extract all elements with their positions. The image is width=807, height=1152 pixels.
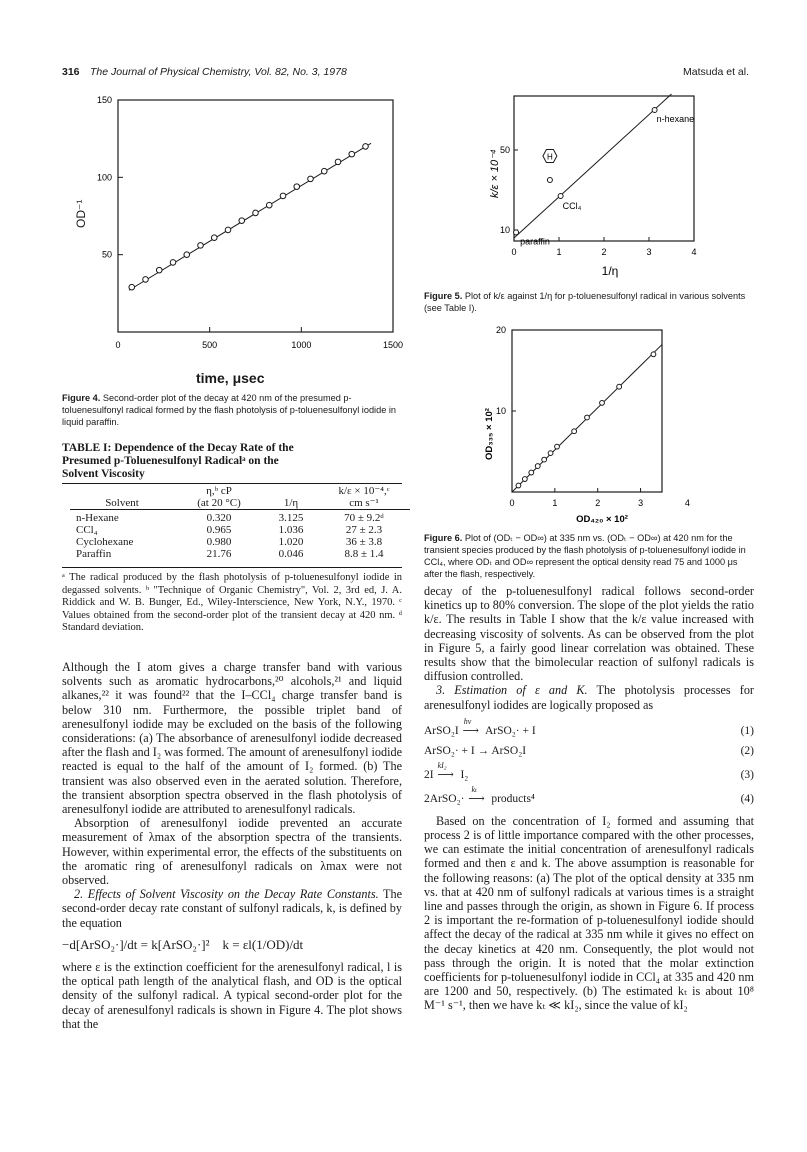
reaction-lhs: 2I — [424, 768, 434, 781]
figure-4-caption — [62, 392, 402, 428]
paragraph: Based on the concentration of I₂ formed and assuming that process 2 is of little importance compared with the other processes, we can estimate the initial concentration of arenesulfonyl radicals formed and then ε and k. The above assumption is reasonable for the following reasons: (a) The plot of the optical density at 335 nm vs. that at 420 nm of sulfonyl radicals at various times is a straight line and passes through the origin, as shown in Figure 6. If process 2 is important the re-formation of p-toluenesulfonyl iodide should affect the decay of the radical at 335 nm while it gives no effect on the decay kinetics at 420 nm. Consequently, the plot would not pass through the origin. It is noted that the molar extinction coefficients for p-toluenesulfonyl iodide in CCl₄ at 335 and 420 nm are 1200 and 50, respectively. (b) The estimated kₜ is about 10⁸ M⁻¹ s⁻¹, then we have kₜ ≪ kI₂, since the value of kI₂ — [424, 813, 754, 1013]
rate-equation: −d[ArSO₂·]/dt = k[ArSO₂·]² k = εl(1/OD)/dt — [62, 936, 304, 952]
x-tick-label: 3 — [646, 247, 652, 257]
equation-number: (4) — [740, 792, 754, 805]
data-point — [321, 168, 327, 174]
data-point — [600, 401, 605, 406]
x-tick-label: 4 — [684, 498, 690, 508]
left-column-text — [62, 660, 402, 1031]
journal-title: The Journal of Physical Chemistry, Vol. 82, No. 3, 1978 — [90, 66, 347, 78]
section-heading: 2. Effects of Solvent Viscosity on the Decay Rate Constants. — [74, 887, 379, 902]
y-tick-label: 100 — [96, 172, 112, 183]
table-cell: 1.020 — [278, 536, 304, 548]
data-point — [651, 352, 656, 357]
caption-text: Second-order plot of the decay at 420 nm of the presumed p-toluenesulfonyl radical formed by the flash photolysis of p-toluenesulfonyl iodide in liquid paraffin. — [62, 393, 397, 427]
figure-5-caption — [424, 290, 754, 314]
reaction-arrow-label: kI₂ — [437, 760, 447, 770]
x-tick-label: 2 — [601, 247, 607, 257]
caption-text: Plot of k/ε against 1/η for p-toluenesulfonyl radical in various solvents (see Table I). — [424, 291, 746, 313]
table-header: 1/η — [283, 497, 299, 509]
data-point — [335, 159, 341, 165]
data-point — [129, 284, 135, 290]
table-cell: Paraffin — [76, 548, 112, 560]
data-point — [542, 457, 547, 462]
table-cell: 0.965 — [206, 524, 232, 536]
table-cell: 21.76 — [206, 548, 232, 560]
y-tick-label: 10 — [499, 225, 510, 235]
y-tick-label: 10 — [495, 406, 506, 416]
reaction-lhs: ArSO₂· + I → — [424, 744, 490, 757]
table-header: (at 20 °C) — [197, 497, 241, 509]
paragraph — [424, 683, 754, 711]
table-header: η,ᵇ cP — [206, 485, 232, 497]
data-point — [522, 477, 527, 482]
table-cell: 1.036 — [278, 524, 304, 536]
fig4-xlabel: time, μsec — [196, 370, 265, 386]
figure-6-caption — [424, 532, 754, 580]
table-cell: n-Hexane — [76, 512, 119, 524]
table-title-line-2: Presumed p-Toluenesulfonyl Radicalᵃ on the — [62, 455, 279, 467]
x-tick-label: 1000 — [291, 340, 312, 350]
table-cell: Cyclohexane — [76, 536, 134, 548]
table-cell: 0.046 — [278, 548, 304, 560]
data-point — [184, 252, 190, 258]
y-tick-label: 20 — [495, 325, 506, 335]
table-rule-top — [62, 483, 402, 484]
x-tick-label: 2 — [595, 498, 601, 508]
table-cell: 3.125 — [278, 512, 304, 524]
paragraph: Absorption of arenesulfonyl iodide prevented an accurate measurement of λmax of the absorption spectra of the transients. However, within experimental error, the effects of the substituents on the aromatic ring of arenesulfonyl radicals on λmax were not observed. — [62, 816, 402, 888]
data-point — [211, 235, 217, 241]
data-point — [516, 483, 521, 488]
data-point — [294, 184, 300, 190]
data-point — [617, 384, 622, 389]
table-header — [70, 485, 174, 497]
reaction-lhs: ArSO₂I — [424, 724, 459, 737]
fig4-ylabel: OD⁻¹ — [74, 199, 88, 228]
table-header-row-bottom — [70, 497, 410, 510]
table-row — [70, 512, 410, 524]
point-label: CCl₄ — [562, 201, 582, 211]
data-point — [555, 444, 560, 449]
table-row — [70, 524, 410, 536]
plot-frame — [512, 330, 662, 492]
table-row — [70, 536, 410, 548]
page-number: 316 — [62, 66, 80, 78]
reaction-rhs: ArSO₂I — [491, 744, 527, 757]
data-point — [170, 260, 176, 266]
reaction-rhs: products⁴ — [491, 792, 535, 805]
point-label: n-hexane — [656, 114, 695, 124]
running-authors: Matsuda et al. — [683, 66, 749, 78]
x-tick-label: 0 — [511, 247, 517, 257]
fig5-xlabel: 1/η — [601, 264, 619, 278]
data-point — [198, 243, 204, 249]
data-point — [535, 464, 540, 469]
data-point — [239, 218, 245, 224]
x-tick-label: 4 — [691, 247, 697, 257]
paragraph: Although the I atom gives a charge transfer band with various solvents such as aromatic hydrocarbons,²⁰ alcohols,²¹ and liquid alkanes,²² it was found²² that the I–CCl₄ charge transfer band is below 310 nm. Furthermore, the possible triplet band of arenesulfonyl iodide may be excluded on the basis of the following considerations: (a) The absorbance of arenesulfonyl iodide decreased after the flash and I₂ was formed. The amount of arenesulfonyl iodide reacted is equal to the half of the amount of I₂ formed. (b) The transient was also observed even in the aerated solution. Therefore, the transient absorption spectra observed in the flash photolysis of arenesulfonyl iodide are attributed to arenesulfonyl radicals. — [62, 660, 402, 817]
fit-line — [514, 94, 672, 238]
table-cell: CCl₄ — [76, 524, 98, 536]
data-point — [547, 178, 552, 183]
table-header: cm s⁻¹ — [349, 497, 379, 509]
reaction-rhs: ArSO₂· + I — [484, 724, 536, 737]
table-header — [264, 485, 318, 497]
table-cell: 0.320 — [206, 512, 232, 524]
figure-5-chart — [489, 88, 702, 278]
table-footnote: ᵃ The radical produced by the flash photolysis of p-toluenesulfonyl iodide in degassed solvents. ᵇ "Technique of Organic Chemistry", Vol. 2, 3rd ed, J. A. Riddick and W. B. Bunger, Ed., Wiley-Interscience, New York, N.Y., 1970. ᶜ Values obtained from the second-order plot of the transient decay at 420 nm. ᵈ Standard deviation. — [62, 572, 402, 633]
fit-line — [129, 143, 371, 290]
data-point — [572, 429, 577, 434]
data-point — [585, 415, 590, 420]
table-cell: 0.980 — [206, 536, 232, 548]
table-title-line-1: TABLE I: Dependence of the Decay Rate of the — [62, 442, 294, 454]
table-cell: 36 ± 3.8 — [345, 536, 383, 548]
x-tick-label: 1 — [552, 498, 558, 508]
reaction-lhs: 2ArSO₂· — [424, 792, 465, 805]
data-point — [349, 151, 355, 157]
data-point — [156, 267, 162, 273]
x-tick-label: 1500 — [382, 340, 404, 350]
data-point — [308, 176, 314, 182]
table-cell: 27 ± 2.3 — [345, 524, 383, 536]
data-point — [280, 193, 286, 199]
caption-label: Figure 4. — [62, 393, 101, 403]
equation-number: (2) — [740, 744, 754, 757]
point-label: H — [547, 152, 553, 162]
data-point — [143, 277, 149, 283]
equation-number: (3) — [740, 768, 754, 781]
reaction-2 — [424, 738, 754, 758]
table-1 — [70, 485, 410, 560]
equation-number: (1) — [740, 724, 754, 737]
data-point — [253, 210, 259, 216]
fig6-xlabel: OD₄₂₀ × 10² — [576, 514, 628, 525]
table-header: Solvent — [105, 497, 139, 509]
table-header-row-top — [70, 485, 410, 497]
data-point — [266, 202, 272, 208]
y-tick-label: 50 — [499, 145, 510, 155]
reaction-rhs: I₂ — [460, 768, 469, 781]
table-row — [70, 548, 410, 560]
data-point — [225, 227, 231, 233]
reaction-4: 2ArSO₂· ⟶ kₜ products⁴ (4) — [424, 784, 754, 805]
data-point — [652, 108, 657, 113]
reaction-3: 2I ⟶ kI₂ I₂ (3) — [424, 760, 754, 781]
paragraph: where ε is the extinction coefficient for the arenesulfonyl radical, l is the optical path length of the analytical flash, and OD is the optical density of the sulfonyl radical. A typical second-order plot for the decay of arenesulfonyl radicals is shown in Figure 4. The plot shows that the — [62, 960, 402, 1031]
reaction-1: ArSO₂I ⟶ hν ArSO₂· + I (1) — [424, 716, 754, 737]
table-title — [62, 442, 402, 481]
data-point — [548, 451, 553, 456]
point-label: paraffin — [520, 236, 550, 247]
figure-4-chart — [70, 88, 404, 358]
x-tick-label: 1 — [556, 247, 562, 257]
x-tick-label: 3 — [638, 498, 644, 508]
caption-label: Figure 6. — [424, 533, 463, 543]
table-cell: 70 ± 9.2ᵈ — [344, 512, 384, 524]
paragraph: decay of the p-toluenesulfonyl radical follows second-order kinetics up to 80% conversion. The slope of the plot yields the ratio k/ε. The results in Table I show that the k/ε value increased with decreasing viscosity of solvents. As can be observed from the plot in Figure 5, a fairly good linear correlation was obtained. These results show that the bimolecular reaction of sulfonyl radicals is diffusion controlled. — [424, 584, 754, 684]
table-title-line-3: Solvent Viscosity — [62, 468, 145, 480]
data-point — [529, 470, 534, 475]
caption-text: Plot of (ODₜ − OD∞) at 335 nm vs. (ODₜ − OD∞) at 420 nm for the transient species produced by the flash photolysis of p-toluenesulfonyl iodide in CCl₄, where ODₜ and OD∞ represent the optical density read 75 and 1000 μs after the flash, respectively. — [424, 533, 746, 579]
figure-6-chart — [464, 320, 704, 530]
reaction-arrow-label: hν — [463, 716, 472, 726]
reaction-scheme — [424, 718, 754, 806]
fig5-ylabel: k/ε × 10⁻⁴ — [489, 149, 501, 198]
right-column-text — [424, 584, 754, 1013]
paragraph-text: The photolysis processes for arenesulfonyl iodides are logically proposed as — [424, 683, 754, 712]
reaction-arrow-label: kₜ — [471, 784, 477, 794]
data-point — [514, 230, 519, 235]
paragraph-text: The second-order decay rate constant of sulfonyl radicals, k, is defined by the equation — [62, 887, 402, 930]
table-header: k/ε × 10⁻⁴,ᶜ — [338, 485, 390, 497]
table-cell: 8.8 ± 1.4 — [344, 548, 384, 560]
fig6-ylabel: OD₃₃₅ × 10² — [484, 408, 495, 460]
table-rule-bottom — [62, 567, 402, 568]
x-tick-label: 0 — [509, 498, 515, 508]
caption-label: Figure 5. — [424, 291, 463, 301]
x-tick-label: 500 — [202, 340, 218, 350]
y-tick-label: 50 — [101, 249, 112, 260]
y-tick-label: 150 — [96, 95, 112, 105]
section-heading: 3. Estimation of ε and K. — [436, 683, 588, 698]
data-point — [558, 194, 563, 199]
data-point — [363, 144, 369, 150]
paragraph — [62, 887, 402, 930]
x-tick-label: 0 — [115, 340, 121, 350]
